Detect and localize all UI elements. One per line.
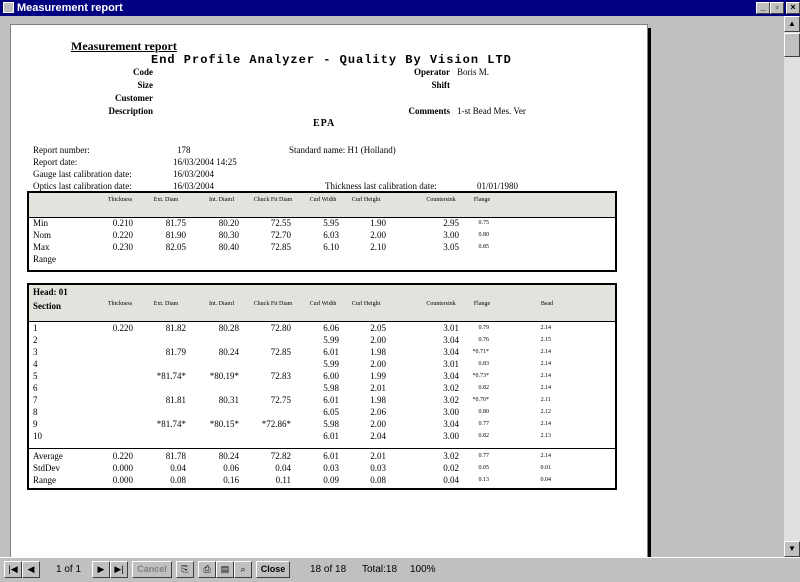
comments-value: 1-st Bead Mes. Ver bbox=[457, 106, 526, 116]
spec-cell: 0.80 bbox=[478, 232, 489, 238]
spec-cell: 2.00 bbox=[370, 230, 386, 240]
table-cell: 3.04 bbox=[443, 335, 459, 345]
table-cell: 2.14 bbox=[540, 421, 551, 427]
table-cell: 3.04 bbox=[443, 371, 459, 381]
spec-cell: 2.95 bbox=[443, 218, 459, 228]
spec-column-header: Curl Width bbox=[309, 197, 337, 203]
next-page-button[interactable]: ▶ bbox=[92, 561, 110, 578]
spec-cell: 80.40 bbox=[218, 242, 239, 252]
table-cell: 3.00 bbox=[443, 407, 459, 417]
spec-row-label: Range bbox=[33, 254, 56, 264]
table-cell: 0.79 bbox=[478, 325, 489, 331]
table-cell: 1.99 bbox=[370, 371, 386, 381]
table-row-label: 9 bbox=[33, 419, 38, 429]
status-bar bbox=[0, 557, 800, 582]
optics-calibration-value: 16/03/2004 bbox=[173, 181, 215, 191]
table-cell: 0.04 bbox=[443, 475, 459, 485]
head-column-header: Curl Width bbox=[309, 301, 337, 307]
table-cell: 6.01 bbox=[323, 451, 339, 461]
table-cell: 0.11 bbox=[275, 475, 291, 485]
stats-divider bbox=[29, 448, 615, 449]
table-row-label: 3 bbox=[33, 347, 38, 357]
table-cell: 6.01 bbox=[323, 395, 339, 405]
table-cell: 80.24 bbox=[218, 347, 239, 357]
comments-label: Comments bbox=[408, 106, 450, 116]
table-cell: 1.98 bbox=[370, 347, 386, 357]
report-heading: Measurement report bbox=[71, 39, 177, 53]
table-cell: 2.14 bbox=[540, 349, 551, 355]
table-row-label: 2 bbox=[33, 335, 38, 345]
table-cell: 0.000 bbox=[112, 475, 133, 485]
spec-cell: 6.10 bbox=[323, 242, 339, 252]
size-label: Size bbox=[137, 80, 153, 90]
head-column-header: Thickness bbox=[107, 301, 133, 307]
spec-cell: 72.55 bbox=[270, 218, 291, 228]
table-row-label: StdDev bbox=[33, 463, 60, 473]
table-cell: 0.76 bbox=[478, 337, 489, 343]
table-cell: 0.06 bbox=[223, 463, 239, 473]
spec-row-label: Max bbox=[33, 242, 50, 252]
table-cell: 1.98 bbox=[370, 395, 386, 405]
thickness-calibration-label: Thickness last calibration date: bbox=[325, 181, 437, 191]
table-cell: 0.04 bbox=[170, 463, 186, 473]
head-column-header: Chuck Fit Diam bbox=[253, 301, 293, 307]
print-icon[interactable]: ⎙ bbox=[198, 561, 216, 578]
table-cell: 0.09 bbox=[323, 475, 339, 485]
spec-row-label: Min bbox=[33, 218, 49, 228]
table-row-label: Range bbox=[33, 475, 56, 485]
first-page-button[interactable]: |◀ bbox=[4, 561, 22, 578]
table-cell: 2.11 bbox=[540, 397, 551, 403]
table-cell: 0.08 bbox=[170, 475, 186, 485]
table-cell: 0.80 bbox=[478, 409, 489, 415]
spec-row-label: Nom bbox=[33, 230, 51, 240]
table-cell: 2.01 bbox=[370, 383, 386, 393]
spec-column-header: Thickness bbox=[107, 197, 133, 203]
head-column-header: Countersink bbox=[426, 301, 456, 307]
spec-cell: 82.05 bbox=[165, 242, 186, 252]
spec-cell: 72.85 bbox=[270, 242, 291, 252]
spec-cell: 72.70 bbox=[270, 230, 291, 240]
table-cell: *81.74* bbox=[156, 419, 186, 429]
app-icon bbox=[3, 2, 14, 13]
table-cell: 2.14 bbox=[540, 385, 551, 391]
spec-column-header: Curl Height bbox=[351, 197, 381, 203]
spec-cell: 0.210 bbox=[112, 218, 133, 228]
table-cell: 72.82 bbox=[270, 451, 291, 461]
table-cell: 0.220 bbox=[112, 323, 133, 333]
table-cell: 3.02 bbox=[443, 383, 459, 393]
cancel-button[interactable]: Cancel bbox=[132, 561, 172, 578]
table-row-label: 5 bbox=[33, 371, 38, 381]
company-title: End Profile Analyzer - Quality By Vision LTD bbox=[151, 53, 512, 67]
table-cell: 72.83 bbox=[270, 371, 291, 381]
table-cell: 0.01 bbox=[540, 465, 551, 471]
head-title: Head: 01 bbox=[33, 287, 68, 297]
page-indicator: 1 of 1 bbox=[56, 564, 82, 575]
total-count: Total:18 bbox=[362, 564, 398, 575]
table-cell: 80.24 bbox=[218, 451, 239, 461]
zoom-icon[interactable]: ⌕ bbox=[234, 561, 252, 578]
spec-column-header: Countersink bbox=[426, 197, 456, 203]
table-row-label: 4 bbox=[33, 359, 38, 369]
spec-cell: 80.20 bbox=[218, 218, 239, 228]
last-page-button[interactable]: ▶| bbox=[110, 561, 128, 578]
spec-cell: 0.85 bbox=[478, 244, 489, 250]
head-column-header: Curl Height bbox=[351, 301, 381, 307]
table-cell: 0.77 bbox=[478, 453, 489, 459]
operator-value: Boris M. bbox=[457, 67, 490, 77]
head-column-header: Bead bbox=[540, 301, 554, 307]
table-cell: 5.98 bbox=[323, 419, 339, 429]
table-cell: *72.86* bbox=[261, 419, 291, 429]
table-row-label: 7 bbox=[33, 395, 38, 405]
table-cell: 6.00 bbox=[323, 371, 339, 381]
title-bar bbox=[0, 0, 800, 16]
window-title: Measurement report bbox=[17, 2, 123, 14]
previous-page-button[interactable]: ◀ bbox=[22, 561, 40, 578]
table-cell: 3.04 bbox=[443, 347, 459, 357]
gauge-calibration-label: Gauge last calibration date: bbox=[33, 169, 132, 179]
spec-cell: 80.30 bbox=[218, 230, 239, 240]
table-cell: 0.000 bbox=[112, 463, 133, 473]
table-cell: 5.99 bbox=[323, 359, 339, 369]
table-cell: 2.00 bbox=[370, 359, 386, 369]
zoom-level: 100% bbox=[410, 564, 436, 575]
spec-cell: 1.90 bbox=[370, 218, 386, 228]
report-number-label: Report number: bbox=[33, 145, 90, 155]
vertical-scrollbar[interactable] bbox=[784, 16, 800, 557]
table-cell: 2.14 bbox=[540, 325, 551, 331]
table-cell: 6.01 bbox=[323, 347, 339, 357]
table-cell: 5.98 bbox=[323, 383, 339, 393]
table-cell: 80.31 bbox=[218, 395, 239, 405]
table-cell: 2.05 bbox=[370, 323, 386, 333]
table-cell: 72.85 bbox=[270, 347, 291, 357]
record-count: 18 of 18 bbox=[310, 564, 347, 575]
table-cell: 2.12 bbox=[540, 409, 551, 415]
table-cell: *80.15* bbox=[209, 419, 239, 429]
table-cell: 0.83 bbox=[478, 361, 489, 367]
report-viewport bbox=[0, 16, 784, 557]
scroll-thumb[interactable] bbox=[784, 33, 800, 57]
table-cell: 81.78 bbox=[165, 451, 186, 461]
report-date-value: 16/03/2004 14:25 bbox=[173, 157, 237, 167]
table-cell: 81.81 bbox=[165, 395, 186, 405]
minimize-button[interactable]: _ bbox=[756, 2, 770, 14]
head-column-header: Ext. Diam bbox=[153, 301, 179, 307]
scroll-down-arrow-icon[interactable]: ▼ bbox=[784, 541, 800, 557]
spec-cell: 0.75 bbox=[478, 220, 489, 226]
table-cell: 2.06 bbox=[370, 407, 386, 417]
table-cell: *0.70* bbox=[472, 397, 489, 403]
table-cell: 0.16 bbox=[223, 475, 239, 485]
head-column-header: Int. Diam1 bbox=[209, 301, 235, 307]
table-cell: 0.02 bbox=[443, 463, 459, 473]
table-cell: 3.01 bbox=[443, 323, 459, 333]
table-cell: *0.73* bbox=[472, 373, 489, 379]
table-cell: 3.00 bbox=[443, 431, 459, 441]
scroll-up-arrow-icon[interactable]: ▲ bbox=[784, 16, 800, 32]
table-cell: 3.02 bbox=[443, 451, 459, 461]
spec-cell: 3.00 bbox=[443, 230, 459, 240]
spec-column-header: Chuck Fit Diam bbox=[253, 197, 293, 203]
spec-cell: 0.230 bbox=[112, 242, 133, 252]
spec-cell: 2.10 bbox=[370, 242, 386, 252]
table-cell: 0.82 bbox=[478, 433, 489, 439]
spec-column-header: Flange bbox=[473, 197, 491, 203]
table-row-label: 10 bbox=[33, 431, 42, 441]
table-row-label: 8 bbox=[33, 407, 38, 417]
table-cell: 2.01 bbox=[370, 451, 386, 461]
spec-cell: 81.90 bbox=[165, 230, 186, 240]
table-cell: 2.14 bbox=[540, 373, 551, 379]
table-cell: 6.05 bbox=[323, 407, 339, 417]
report-page bbox=[10, 24, 648, 557]
table-cell: 0.77 bbox=[478, 421, 489, 427]
table-cell: 3.04 bbox=[443, 419, 459, 429]
print-setup-icon[interactable]: ▤ bbox=[216, 561, 234, 578]
table-cell: 0.04 bbox=[275, 463, 291, 473]
table-row-label: 1 bbox=[33, 323, 38, 333]
table-cell: *81.74* bbox=[156, 371, 186, 381]
table-cell: 2.00 bbox=[370, 419, 386, 429]
table-row-label: 6 bbox=[33, 383, 38, 393]
spec-column-header: Ext. Diam bbox=[153, 197, 179, 203]
close-button[interactable]: Close bbox=[256, 561, 290, 578]
operator-label: Operator bbox=[414, 67, 450, 77]
table-cell: 6.01 bbox=[323, 431, 339, 441]
table-cell: 0.220 bbox=[112, 451, 133, 461]
table-cell: *0.71* bbox=[472, 349, 489, 355]
table-cell: 6.06 bbox=[323, 323, 339, 333]
section-header: Section bbox=[33, 301, 61, 311]
optics-calibration-label: Optics last calibration date: bbox=[33, 181, 132, 191]
table-cell: 5.99 bbox=[323, 335, 339, 345]
table-cell: 0.82 bbox=[478, 385, 489, 391]
thickness-calibration-value: 01/01/1980 bbox=[477, 181, 519, 191]
spec-cell: 3.05 bbox=[443, 242, 459, 252]
maximize-button[interactable]: ▫ bbox=[770, 2, 784, 14]
table-cell: 2.04 bbox=[370, 431, 386, 441]
head-table bbox=[27, 283, 617, 490]
table-cell: 81.79 bbox=[165, 347, 186, 357]
epa-title: EPA bbox=[313, 118, 336, 129]
spec-column-header: Int. Diam1 bbox=[209, 197, 235, 203]
customer-label: Customer bbox=[115, 93, 153, 103]
report-number-value: 178 bbox=[177, 145, 191, 155]
table-cell: 2.15 bbox=[540, 337, 551, 343]
spec-cell: 81.75 bbox=[165, 218, 186, 228]
table-cell: 0.05 bbox=[478, 465, 489, 471]
table-cell: 80.28 bbox=[218, 323, 239, 333]
code-label: Code bbox=[133, 67, 153, 77]
table-cell: 72.75 bbox=[270, 395, 291, 405]
table-cell: 0.08 bbox=[370, 475, 386, 485]
table-cell: 3.01 bbox=[443, 359, 459, 369]
spec-cell: 5.95 bbox=[323, 218, 339, 228]
export-icon[interactable]: ⎘ bbox=[176, 561, 194, 578]
table-cell: 2.14 bbox=[540, 361, 551, 367]
table-cell: 81.82 bbox=[165, 323, 186, 333]
table-cell: 3.02 bbox=[443, 395, 459, 405]
table-cell: 0.13 bbox=[478, 477, 489, 483]
spec-cell: 0.220 bbox=[112, 230, 133, 240]
standard-name: Standard name: H1 (Holland) bbox=[289, 145, 396, 155]
report-date-label: Report date: bbox=[33, 157, 78, 167]
description-label: Description bbox=[108, 106, 153, 116]
table-cell: 0.04 bbox=[540, 477, 551, 483]
close-window-button[interactable]: × bbox=[786, 2, 800, 14]
table-cell: 0.03 bbox=[323, 463, 339, 473]
table-row-label: Average bbox=[33, 451, 63, 461]
head-column-header: Flange bbox=[473, 301, 491, 307]
shift-label: Shift bbox=[431, 80, 450, 90]
table-cell: 0.03 bbox=[370, 463, 386, 473]
table-cell: 2.00 bbox=[370, 335, 386, 345]
table-cell: 72.80 bbox=[270, 323, 291, 333]
spec-table bbox=[27, 191, 617, 272]
spec-cell: 6.03 bbox=[323, 230, 339, 240]
table-cell: *80.19* bbox=[209, 371, 239, 381]
table-cell: 2.13 bbox=[540, 433, 551, 439]
table-cell: 2.14 bbox=[540, 453, 551, 459]
gauge-calibration-value: 16/03/2004 bbox=[173, 169, 215, 179]
